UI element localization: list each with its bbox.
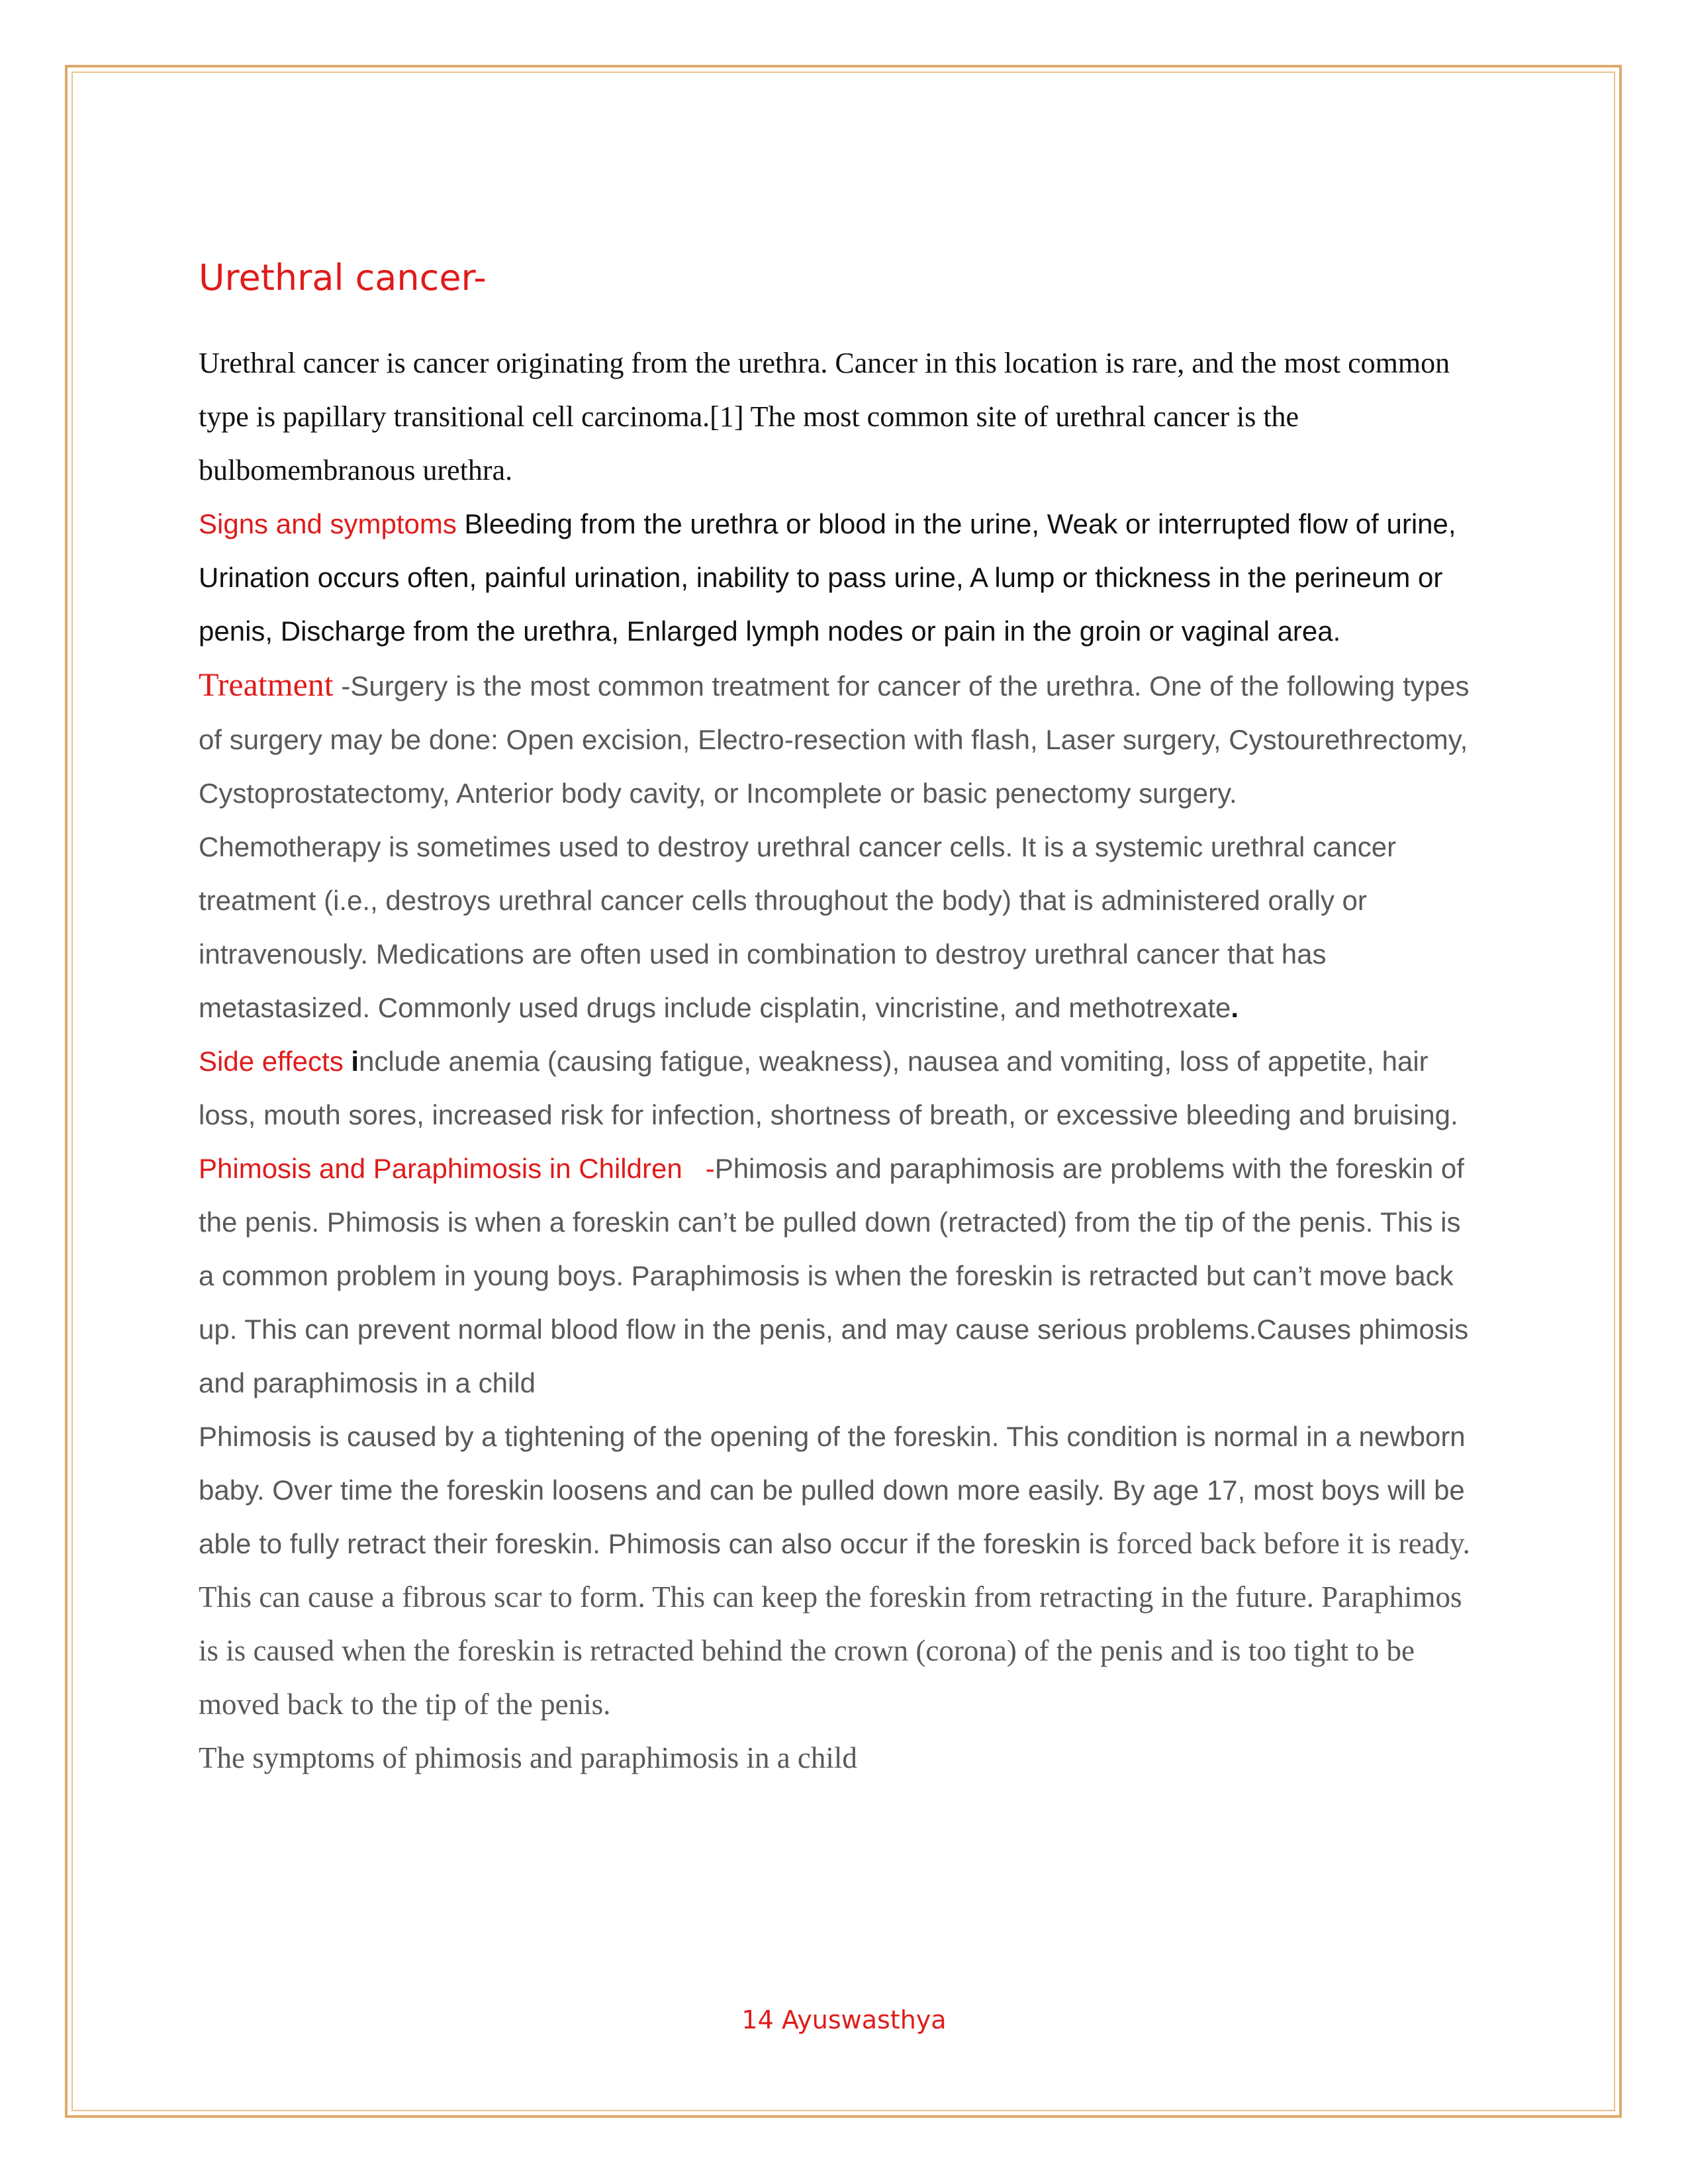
phimosis-paragraph [199, 1142, 1483, 1410]
phimosis-dash: - [682, 1153, 715, 1184]
side-effects-paragraph [199, 1034, 1483, 1142]
symptoms-line: The symptoms of phimosis and paraphimosis in a child [199, 1741, 857, 1774]
intro-paragraph: Urethral cancer is cancer originating from the urethra. Cancer in this location is rare, and the most common type is papillary transitional cell carcinoma.[1] The most common site of urethral cancer is the bulbomembranous urethra. [199, 347, 1450, 486]
signs-heading: Signs and symptoms [199, 508, 457, 539]
signs-text: Bleeding from the urethra or blood in the urine, Weak or interrupted flow of urine, Urination occurs often, painful urination, inability to pass urine, A lump or thickness in the perineum or penis, Discharge from the urethra, Enlarged lymph nodes or pain in the groin or vaginal area. [199, 508, 1456, 647]
side-effects-text: nclude anemia (causing fatigue, weakness), nausea and vomiting, loss of appetite, hair loss, mouth sores, increased risk for infection, shortness of breath, or excessive bleeding and bruising. [199, 1046, 1458, 1130]
phimosis-cause-serif-text: forced back before it is ready. This can cause a fibrous scar to form. This can keep the foreskin from retracting in the future. Paraphimos is is caused when the foreskin is retracted behind the crown (corona) of the penis and is too tight to be moved back to the tip of the penis. [199, 1527, 1470, 1721]
signs-paragraph [199, 497, 1483, 658]
treatment-paragraph [199, 658, 1483, 820]
phimosis-text: Phimosis and paraphimosis are problems with the foreskin of the penis. Phimosis is when a foreskin can’t be pulled down (retracted) from the tip of the penis. This is a common problem in young boys. Paraphimosis is when the foreskin is retracted but can’t move back up. This can prevent normal blood flow in the penis, and may cause serious problems.Causes phimosis and paraphimosis in a child [199, 1153, 1469, 1398]
side-effects-first-letter: i [351, 1046, 359, 1077]
treatment-heading: Treatment [199, 666, 334, 703]
chemotherapy-paragraph [199, 820, 1483, 1034]
phimosis-heading: Phimosis and Paraphimosis in Children [199, 1153, 682, 1184]
chemotherapy-end: . [1231, 992, 1239, 1023]
page-footer: 14 Ayuswasthya [741, 2005, 947, 2034]
side-effects-heading: Side effects [199, 1046, 352, 1077]
phimosis-cause-paragraph [199, 1410, 1483, 1731]
treatment-text: -Surgery is the most common treatment for cancer of the urethra. One of the following types of surgery may be done: Open excision, Electro-resection with flash, Laser surgery, Cystourethrectomy, Cystoprostatectomy, Anterior body cavity, or Incomplete or basic penectomy surgery. [199, 670, 1470, 809]
phimosis-cause-text: Phimosis is caused by a tightening of the opening of the foreskin. This condition is normal in a newborn baby. Over time the foreskin loosens and can be pulled down more easily. By age 17, most boys will be able to fully retract their foreskin. Phimosis can also occur if the foreskin is [199, 1421, 1466, 1559]
chemotherapy-text: Chemotherapy is sometimes used to destroy urethral cancer cells. It is a systemic urethral cancer treatment (i.e., destroys urethral cancer cells throughout the body) that is administered orally or intravenously. Medications are often used in combination to destroy urethral cancer that has metastasized. Commonly used drugs include cisplatin, vincristine, and methotrexate [199, 831, 1397, 1023]
page-title: Urethral cancer- [199, 257, 487, 298]
document-body [199, 251, 1483, 1785]
